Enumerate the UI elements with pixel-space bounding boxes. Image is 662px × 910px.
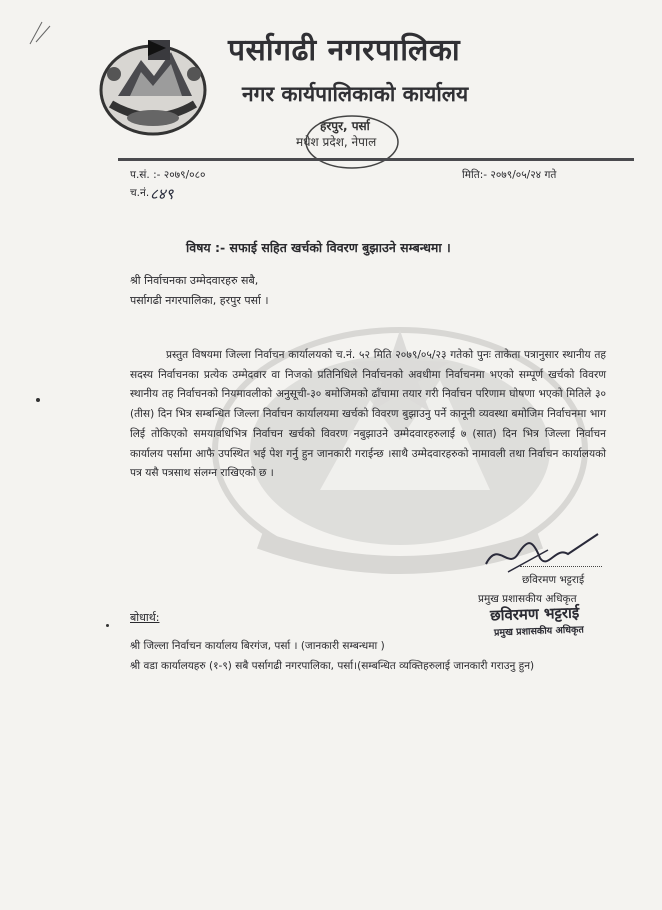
stamp-line1: हरपुर, पर्सा — [320, 119, 370, 133]
dispatch-number: ८४९ — [150, 185, 174, 203]
stamp-line2: मधेश प्रदेश, नेपाल — [296, 135, 377, 149]
signature-line — [520, 566, 602, 567]
cc-list — [130, 636, 610, 676]
signatory-name: छविरमण भट्टराई — [522, 574, 585, 586]
addressee-line1: श्री निर्वाचनका उम्मेदवारहरु सबै, — [130, 274, 259, 287]
municipality-title: पर्सागढी नगरपालिका — [228, 33, 461, 68]
cc-item: श्री जिल्ला निर्वाचन कार्यालय बिरगंज, पर्सा । (जानकारी सम्बन्धमा ) — [130, 640, 385, 652]
cc-label: बोधार्थ: — [130, 611, 160, 624]
office-subtitle: नगर कार्यपालिकाको कार्यालय — [242, 82, 469, 106]
letter-ref-number: प.सं. :- २०७९/०८० — [130, 169, 206, 181]
letter-date: मिति:- २०७९/०५/२४ गते — [462, 169, 557, 181]
nepal-emblem-icon — [96, 34, 210, 138]
signature-stamp-name: छविरमण भट्टराई — [489, 603, 580, 625]
margin-dot — [36, 398, 40, 402]
body-paragraph: प्रस्तुत विषयमा जिल्ला निर्वाचन कार्यालयको च.नं. ५२ मिति २०७९/०५/२३ गतेको पुनः ताकेता पत्रानुसार स्थानीय तह सदस्य निर्वाचनका प्रत्येक उम्मेदवार वा निजको प्रतिनिधिले निर्वाचनको अवधीमा निर्वाचनमा भएको सम्पूर्ण खर्चको विवरण स्थानीय तह निर्वाचनको नियमावलीको अनुसूची-३० बमोजिमको ढाँचामा तयार गरी निर्वाचन परिणाम घोषणा भएको मितिले ३० (तीस) दिन भित्र सम्बन्धित जिल्ला निर्वाचन कार्यालयमा खर्चको विवरण बुझाउनु पर्ने कानूनी व्यवस्था बमोजिम निर्वाचनमा भाग लिई तोकिएको समयावधिभित्र निर्वाचन खर्चको विवरण नबुझाउने उम्मेदवारहरुलाई ७ (सात) दिन भित्र जिल्ला निर्वाचन कार्यालय पर्सामा आफै उपस्थित भई पेश गर्नु हुन जानकारी गराईन्छ ।साथै उम्मेदवारहरुको नामावली तथा निर्वाचन कार्यालयको पत्र यसै पत्रसाथ संलग्न राखिएको छ । — [130, 349, 606, 480]
margin-dot — [106, 624, 109, 627]
addressee — [130, 271, 269, 311]
signature-stamp-title: प्रमुख प्रशासकीय अधिकृत — [493, 624, 584, 639]
subject-line: विषय :- सफाई सहित खर्चको विवरण बुझाउने सम्बन्धमा । — [186, 240, 451, 255]
letter-body — [130, 346, 606, 484]
signatory-title: प्रमुख प्रशासकीय अधिकृत — [478, 593, 577, 605]
header-rule — [118, 158, 634, 161]
handwritten-signature — [478, 520, 608, 580]
cc-item: श्री वडा कार्यालयहरु (१-९) सबै पर्सागढी नगरपालिका, पर्सा।(सम्बन्धित व्यक्तिहरुलाई जानकारी गराउनु हुन) — [130, 660, 535, 672]
dispatch-label: च.नं. — [130, 187, 150, 199]
corner-mark — [26, 18, 56, 48]
addressee-line2: पर्सागढी नगरपालिका, हरपुर पर्सा । — [130, 294, 269, 307]
